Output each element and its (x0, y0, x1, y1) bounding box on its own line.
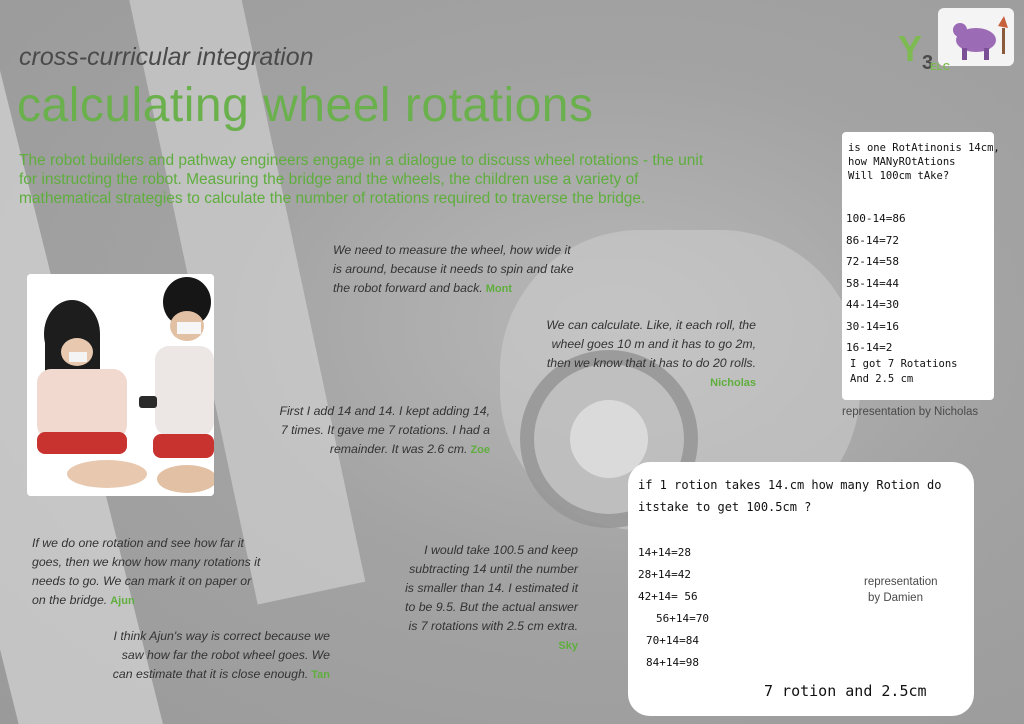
quote-zoe (278, 402, 490, 460)
year3-logo-main: Y (898, 28, 923, 69)
working-step: 100-14=86 (846, 212, 906, 225)
damien-answer: 7 rotion and 2.5cm (764, 682, 927, 700)
children-photo (27, 274, 214, 496)
nicholas-question (848, 141, 1000, 183)
page-subtitle: cross-curricular integration (19, 43, 314, 71)
question-line: if 1 rotion takes 14.cm how many Rotion do (638, 478, 942, 492)
quote-sky (398, 541, 578, 656)
damien-question (638, 474, 941, 518)
damien-caption-line2: by Damien (868, 592, 923, 604)
nicholas-answer (850, 357, 957, 387)
children-photo-illustration (27, 274, 214, 496)
quote-author: Zoe (470, 444, 490, 456)
quote-text: I think Ajun's way is correct because we saw how far the robot wheel goes. We can estimate that it is close enough. (112, 629, 330, 681)
question-line: Will 100cm tAke? (848, 170, 950, 182)
working-step: 70+14=84 (646, 634, 699, 647)
working-step: 58-14=44 (846, 276, 899, 290)
quote-author: Tan (311, 669, 330, 681)
damien-caption-line1: representation (864, 576, 938, 588)
quote-author: Mont (485, 283, 512, 295)
quote-text: We need to measure the wheel, how wide it is around, because it needs to spin and take the robot forward and back. (333, 243, 574, 295)
quote-text: If we do one rotation and see how far it goes, then we know how many rotations it needs to go. We can mark it on paper or on the bridge. (32, 536, 261, 607)
working-step: 28+14=42 (638, 568, 691, 581)
quote-tan (100, 627, 330, 685)
working-step: 16-14=2 (846, 341, 893, 354)
logo-drawing-icon (938, 8, 1014, 66)
page-title: calculating wheel rotations (17, 79, 594, 132)
quote-text: First I add 14 and 14. I kept adding 14, 7 times. It gave me 7 rotations. I had a remainder. It was 2.6 cm. (279, 404, 490, 456)
logo-drawing (938, 8, 1014, 66)
quote-author: Ajun (110, 595, 135, 607)
year3-logo (898, 28, 933, 75)
nicholas-working (846, 208, 906, 359)
quote-author: Nicholas (710, 377, 756, 389)
working-step: 44-14=30 (846, 298, 899, 311)
intro-paragraph: The robot builders and pathway engineers engage in a dialogue to discuss wheel rotations - the unit for instructing the robot. Measuring the bridge and the wheels, the children use a variety of mathematical strategies to calculate the number of rotations required to traverse the bridge. (19, 152, 704, 207)
working-step: 30-14=16 (846, 319, 899, 333)
quote-text: We can calculate. Like, it each roll, the wheel goes 10 m and it has to go 2m, then we know that it has to do 20 rolls. (546, 318, 756, 370)
quote-nicholas (536, 316, 756, 393)
damien-working (638, 542, 709, 674)
answer-line: I got 7 Rotations (850, 358, 958, 370)
working-step: 84+14=98 (646, 656, 699, 669)
question-line: itstake to get 100.5cm ? (638, 500, 812, 514)
working-step: 56+14=70 (656, 612, 709, 625)
answer-line: And 2.5 cm (850, 373, 914, 385)
year3-logo-number: 3 (922, 52, 934, 75)
quote-ajun (32, 534, 262, 611)
quote-mont (333, 241, 578, 299)
quote-author: Sky (558, 640, 578, 652)
working-step: 72-14=58 (846, 255, 899, 268)
question-line: is one RotAtinonis 14cm, (848, 142, 1000, 154)
question-line: how MANyROtAtions (848, 156, 956, 168)
quote-text: I would take 100.5 and keep subtracting 14 until the number is smaller than 14. I estimated it to be 9.5. But the actual answer is 7 rotations with 2.5 cm extra. (405, 543, 578, 633)
damien-representation-card (628, 462, 974, 716)
nicholas-caption: representation by Nicholas (842, 406, 979, 418)
working-step: 14+14=28 (638, 546, 691, 559)
working-step: 42+14= 56 (638, 590, 698, 603)
elc-logo-text: ELC (930, 62, 950, 73)
working-step: 86-14=72 (846, 233, 899, 247)
nicholas-representation-card (842, 132, 1000, 400)
